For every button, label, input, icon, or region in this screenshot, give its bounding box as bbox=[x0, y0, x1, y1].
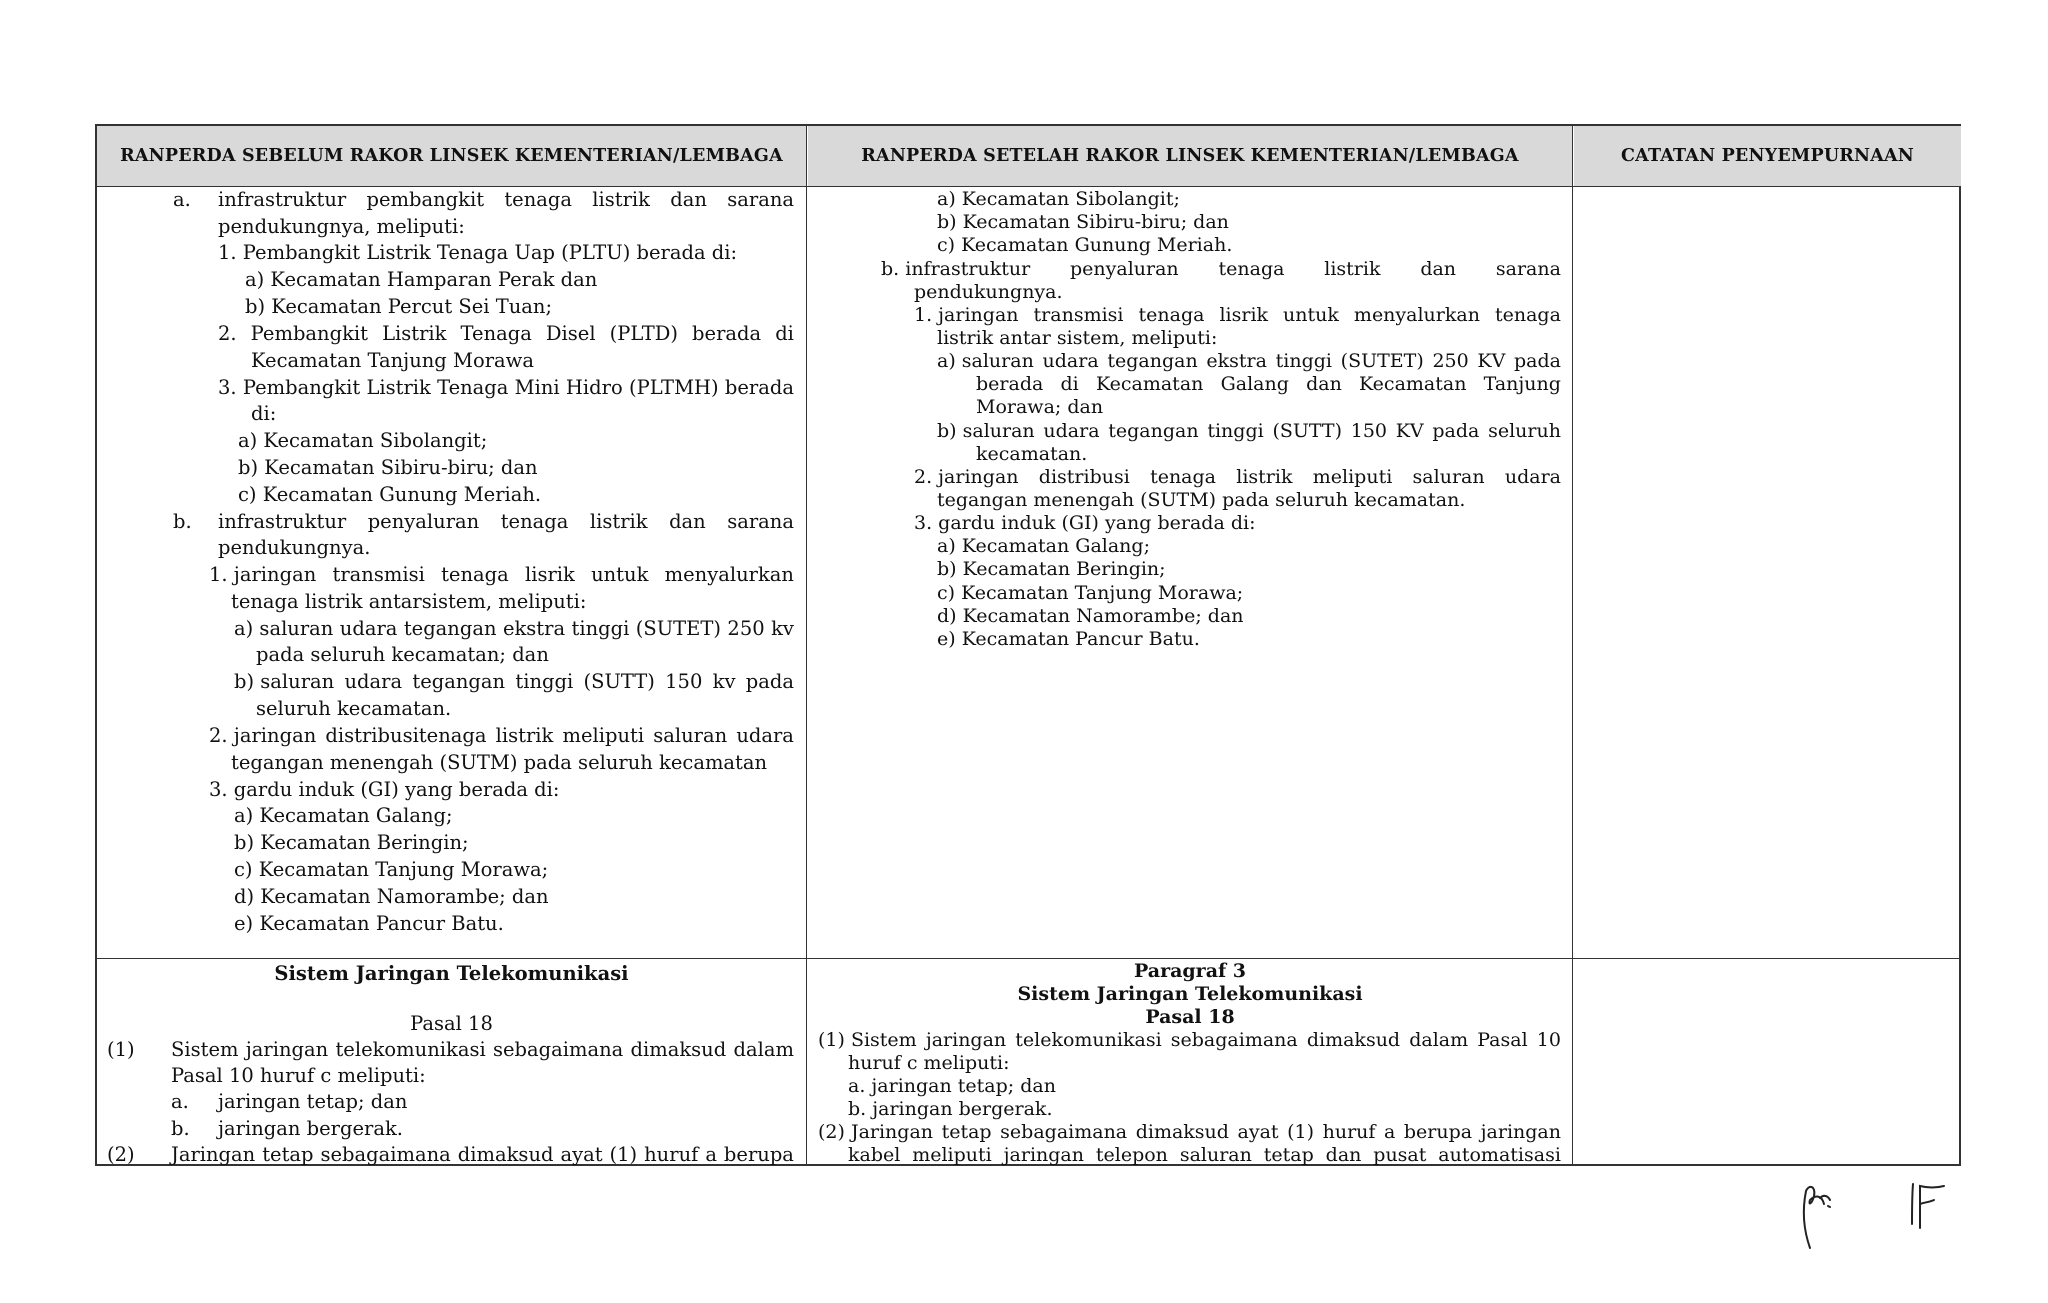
word: (SUTET) bbox=[635, 617, 722, 640]
word: sarana bbox=[1495, 258, 1561, 280]
list-item: jaringan tetap; dan bbox=[218, 1090, 408, 1113]
item-marker: a. bbox=[173, 188, 191, 211]
word: transmisi bbox=[1033, 304, 1124, 326]
word: 1. jaringan bbox=[209, 563, 317, 586]
word: listrik bbox=[1236, 466, 1293, 488]
word: 150 bbox=[665, 670, 703, 693]
word: Pembangkit bbox=[250, 322, 368, 345]
word: Galang bbox=[1220, 373, 1289, 395]
word: dan bbox=[1325, 1144, 1362, 1166]
word: berupa bbox=[723, 1143, 794, 1166]
section-heading: Sistem Jaringan Telekomunikasi bbox=[1017, 983, 1363, 1005]
item-marker: (1) bbox=[107, 1038, 135, 1061]
word: dimaksud bbox=[630, 1038, 727, 1061]
word: tinggi bbox=[1275, 350, 1332, 372]
word: ekstra bbox=[502, 617, 566, 640]
word: udara bbox=[344, 670, 403, 693]
list-item: 1. Pembangkit Listrik Tenaga Uap (PLTU) berada di: bbox=[218, 241, 738, 264]
article-title: Pasal 18 bbox=[1145, 1006, 1235, 1028]
word: saluran bbox=[653, 724, 728, 747]
word: 150 bbox=[1350, 420, 1387, 442]
word: udara bbox=[339, 617, 398, 640]
word: saluran bbox=[1179, 1144, 1252, 1166]
word: udara bbox=[736, 724, 794, 747]
text-line bbox=[818, 1121, 1561, 1144]
word: penyaluran bbox=[367, 510, 480, 533]
word: tegangan bbox=[1107, 350, 1198, 372]
list-item: a) Kecamatan Sibolangit; bbox=[238, 429, 488, 452]
word: Pasal bbox=[1477, 1029, 1528, 1051]
word: kv bbox=[771, 617, 794, 640]
word: tinggi bbox=[1207, 420, 1264, 442]
word: sebagaimana bbox=[492, 1038, 624, 1061]
word: Listrik bbox=[382, 322, 447, 345]
word: pada bbox=[1432, 420, 1480, 442]
word: tenaga bbox=[500, 510, 569, 533]
word: tetap bbox=[262, 1143, 314, 1166]
word: untuk bbox=[1283, 304, 1339, 326]
section-heading: Sistem Jaringan Telekomunikasi bbox=[274, 962, 629, 985]
column-divider bbox=[806, 126, 807, 1164]
list-item: c) Kecamatan Gunung Meriah. bbox=[937, 234, 1233, 256]
word: listrik bbox=[592, 188, 650, 211]
word: dalam bbox=[733, 1038, 794, 1061]
word: Disel bbox=[545, 322, 596, 345]
word: (PLTMH) bbox=[628, 376, 719, 399]
word: Kecamatan bbox=[1095, 373, 1204, 395]
word: jaringan bbox=[1480, 1121, 1561, 1143]
paragraph-title: Paragraf 3 bbox=[1133, 960, 1247, 982]
word: berupa bbox=[1403, 1121, 1473, 1143]
word: ayat bbox=[560, 1143, 603, 1166]
word: tetap bbox=[941, 1121, 992, 1143]
word: Mini bbox=[514, 376, 560, 399]
word: a bbox=[1383, 1121, 1396, 1143]
text-line: tegangan menengah (SUTM) pada seluruh kecamatan. bbox=[937, 489, 1466, 511]
word: tenaga bbox=[1494, 304, 1561, 326]
word: Sistem bbox=[171, 1038, 239, 1061]
list-item bbox=[881, 258, 1561, 281]
word: 2. bbox=[218, 322, 237, 345]
word: sarana bbox=[727, 510, 794, 533]
list-item: d) Kecamatan Namorambe; dan bbox=[234, 885, 549, 908]
text-line: di: bbox=[251, 402, 277, 425]
list-item: a) Kecamatan Galang; bbox=[937, 535, 1150, 557]
word: udara bbox=[1504, 466, 1561, 488]
word: 2. jaringan bbox=[209, 724, 317, 747]
word: dimaksud bbox=[1135, 1121, 1229, 1143]
word: Tenaga bbox=[437, 376, 509, 399]
word: sebagaimana bbox=[320, 1143, 451, 1166]
word: Pembangkit bbox=[242, 376, 361, 399]
list-item: a) Kecamatan Sibolangit; bbox=[937, 188, 1180, 210]
word: jaringan bbox=[245, 1038, 329, 1061]
text-line: Kecamatan Tanjung Morawa bbox=[251, 349, 534, 372]
word: b) saluran bbox=[234, 670, 335, 693]
item-marker: a. bbox=[171, 1090, 189, 1113]
list-item: b. jaringan bergerak. bbox=[848, 1098, 1053, 1120]
word: dan bbox=[670, 188, 707, 211]
word: kabel bbox=[848, 1144, 901, 1166]
list-item: c) Kecamatan Tanjung Morawa; bbox=[937, 582, 1244, 604]
word: automatisasi bbox=[1438, 1144, 1561, 1166]
word: meliputi bbox=[562, 724, 645, 747]
word: tenaga bbox=[1150, 466, 1216, 488]
list-item: e) Kecamatan Pancur Batu. bbox=[234, 912, 504, 935]
word: sebagaimana bbox=[1170, 1029, 1298, 1051]
word: berada bbox=[692, 322, 762, 345]
word: telepon bbox=[1095, 1144, 1168, 1166]
word: (1) bbox=[609, 1143, 638, 1166]
text-line bbox=[218, 188, 794, 212]
row2-before-cell bbox=[97, 960, 806, 1166]
header-notes-label: CATATAN PENYEMPURNAAN bbox=[1621, 146, 1914, 166]
list-item: b) Kecamatan Percut Sei Tuan; bbox=[245, 295, 553, 318]
word: pembangkit bbox=[366, 188, 485, 211]
word: a) saluran bbox=[234, 617, 334, 640]
header-after-label: RANPERDA SETELAH RAKOR LINSEK KEMENTERIAN/LEMBAGA bbox=[861, 146, 1519, 166]
word: tenaga bbox=[441, 563, 509, 586]
word: infrastruktur bbox=[218, 188, 347, 211]
column-divider bbox=[1572, 126, 1573, 1164]
text-line: Pasal 10 huruf c meliputi: bbox=[171, 1064, 426, 1087]
list-item: a. jaringan tetap; dan bbox=[848, 1075, 1056, 1097]
text-line bbox=[976, 373, 1561, 396]
word: tenaga bbox=[504, 188, 573, 211]
article-title: Pasal 18 bbox=[410, 1012, 493, 1035]
word: Tenaga bbox=[460, 322, 532, 345]
text-line bbox=[848, 1144, 1561, 1166]
word: tetap bbox=[1263, 1144, 1314, 1166]
word: b) saluran bbox=[937, 420, 1035, 442]
word: 250 bbox=[727, 617, 765, 640]
list-item bbox=[209, 563, 794, 587]
list-item: jaringan bergerak. bbox=[218, 1117, 403, 1140]
text-line: tenaga listrik antarsistem, meliputi: bbox=[231, 590, 587, 613]
word: di bbox=[1060, 373, 1079, 395]
list-item bbox=[234, 670, 794, 694]
word: 2. jaringan bbox=[914, 466, 1019, 488]
word: telekomunikasi bbox=[1015, 1029, 1162, 1051]
word: lisrik bbox=[1219, 304, 1269, 326]
list-item: 3. gardu induk (GI) yang berada di: bbox=[914, 512, 1256, 534]
row1-before-cell bbox=[97, 188, 806, 958]
word: pada bbox=[1514, 350, 1561, 372]
word: Tanjung bbox=[1483, 373, 1561, 395]
word: menyalurkan bbox=[1353, 304, 1480, 326]
word: tegangan bbox=[412, 670, 506, 693]
word: 250 bbox=[1432, 350, 1469, 372]
word: 10 bbox=[1536, 1029, 1561, 1051]
word: (SUTT) bbox=[1272, 420, 1342, 442]
list-item: d) Kecamatan Namorambe; dan bbox=[937, 605, 1244, 627]
word: ekstra bbox=[1206, 350, 1267, 372]
text-line: pendukungnya. bbox=[218, 536, 371, 559]
word: seluruh bbox=[1488, 420, 1561, 442]
word: (SUTET) bbox=[1340, 350, 1424, 372]
list-item bbox=[218, 376, 794, 400]
text-line bbox=[818, 1029, 1561, 1052]
word: listrik bbox=[1324, 258, 1381, 280]
word: huruf bbox=[1322, 1121, 1376, 1143]
text-line: tegangan menengah (SUTM) pada seluruh kecamatan bbox=[231, 751, 768, 774]
text-line bbox=[218, 510, 794, 534]
word: saluran bbox=[1412, 466, 1485, 488]
word: (2) Jaringan bbox=[818, 1121, 934, 1143]
list-item: c) Kecamatan Tanjung Morawa; bbox=[234, 858, 549, 881]
word: berada bbox=[976, 373, 1044, 395]
list-item: b) Kecamatan Sibiru-biru; dan bbox=[937, 211, 1229, 233]
word: tegangan bbox=[403, 617, 497, 640]
text-line: Morawa; dan bbox=[976, 396, 1104, 418]
word: Jaringan bbox=[171, 1143, 256, 1166]
list-item: c) Kecamatan Gunung Meriah. bbox=[238, 483, 542, 506]
word: transmisi bbox=[332, 563, 425, 586]
comparison-table bbox=[95, 124, 1961, 1166]
word: distribusitenaga bbox=[325, 724, 487, 747]
header-notes bbox=[1574, 126, 1961, 186]
list-item: 3. gardu induk (GI) yang berada di: bbox=[209, 778, 560, 801]
word: (PLTD) bbox=[609, 322, 678, 345]
list-item bbox=[937, 420, 1561, 443]
word: penyaluran bbox=[1070, 258, 1179, 280]
header-after bbox=[808, 126, 1572, 186]
handwritten-initial bbox=[1796, 1176, 1856, 1256]
word: dan bbox=[1306, 373, 1342, 395]
row-divider bbox=[97, 186, 1959, 187]
word: telekomunikasi bbox=[335, 1038, 486, 1061]
list-item bbox=[234, 617, 794, 641]
list-item bbox=[914, 304, 1561, 327]
word: KV bbox=[1395, 420, 1424, 442]
word: pada bbox=[745, 670, 794, 693]
item-marker: b. bbox=[173, 510, 192, 533]
word: jaringan bbox=[925, 1029, 1007, 1051]
word: KV bbox=[1477, 350, 1506, 372]
word: Hidro bbox=[565, 376, 623, 399]
list-item bbox=[914, 466, 1561, 489]
word: (1) bbox=[1287, 1121, 1315, 1143]
list-item: a) Kecamatan Hamparan Perak dan bbox=[245, 268, 598, 291]
word: distribusi bbox=[1038, 466, 1130, 488]
word: tinggi bbox=[571, 617, 630, 640]
word: Kecamatan bbox=[1359, 373, 1467, 395]
row2-after-cell bbox=[808, 960, 1572, 1166]
text-line bbox=[171, 1143, 794, 1166]
text-line: huruf c meliputi: bbox=[848, 1052, 1010, 1074]
word: huruf bbox=[644, 1143, 699, 1166]
word: udara bbox=[1042, 350, 1099, 372]
list-item: a) Kecamatan Galang; bbox=[234, 804, 453, 827]
list-item bbox=[937, 350, 1561, 373]
text-line bbox=[171, 1038, 794, 1062]
header-before-label: RANPERDA SEBELUM RAKOR LINSEK KEMENTERIAN/LEMBAGA bbox=[120, 146, 783, 166]
word: di bbox=[775, 322, 794, 345]
word: Listrik bbox=[366, 376, 431, 399]
word: dalam bbox=[1409, 1029, 1469, 1051]
list-item: b) Kecamatan Beringin; bbox=[937, 558, 1166, 580]
list-item: e) Kecamatan Pancur Batu. bbox=[937, 628, 1200, 650]
word: pusat bbox=[1373, 1144, 1427, 1166]
word: kv bbox=[712, 670, 736, 693]
word: tenaga bbox=[1138, 304, 1205, 326]
word: 1. jaringan bbox=[914, 304, 1019, 326]
word: sebagaimana bbox=[1000, 1121, 1128, 1143]
word: dan bbox=[1420, 258, 1457, 280]
text-line: seluruh kecamatan. bbox=[256, 697, 452, 720]
header-before bbox=[97, 126, 806, 186]
word: (SUTT) bbox=[583, 670, 655, 693]
word: berada bbox=[724, 376, 794, 399]
row2-notes-cell bbox=[1574, 960, 1961, 1166]
word: udara bbox=[1043, 420, 1100, 442]
item-marker: b. bbox=[171, 1117, 190, 1140]
text-line: listrik antar sistem, meliputi: bbox=[937, 327, 1218, 349]
word: untuk bbox=[591, 563, 649, 586]
word: meliputi bbox=[912, 1144, 992, 1166]
word: ayat bbox=[1237, 1121, 1279, 1143]
row-divider bbox=[97, 958, 1959, 959]
row1-after-cell bbox=[808, 188, 1572, 958]
handwritten-initial bbox=[1904, 1176, 1964, 1236]
list-item bbox=[218, 322, 794, 346]
word: b. infrastruktur bbox=[881, 258, 1031, 280]
word: 3. bbox=[218, 376, 237, 399]
word: jaringan bbox=[1003, 1144, 1084, 1166]
word: meliputi bbox=[1312, 466, 1393, 488]
list-item: b) Kecamatan Beringin; bbox=[234, 831, 469, 854]
word: tinggi bbox=[515, 670, 574, 693]
list-item: b) Kecamatan Sibiru-biru; dan bbox=[238, 456, 538, 479]
word: dan bbox=[669, 510, 706, 533]
word: listrik bbox=[495, 724, 554, 747]
word: dimaksud bbox=[457, 1143, 554, 1166]
text-line: pendukungnya. bbox=[914, 281, 1063, 303]
row1-notes-cell bbox=[1574, 188, 1961, 958]
text-line: kecamatan. bbox=[976, 443, 1088, 465]
word: tenaga bbox=[1218, 258, 1285, 280]
word: listrik bbox=[589, 510, 648, 533]
list-item bbox=[209, 724, 794, 748]
text-line: pada seluruh kecamatan; dan bbox=[256, 643, 549, 666]
word: lisrik bbox=[524, 563, 575, 586]
word: a bbox=[705, 1143, 717, 1166]
word: sarana bbox=[727, 188, 794, 211]
text-line: pendukungnya, meliputi: bbox=[218, 215, 465, 238]
word: infrastruktur bbox=[218, 510, 347, 533]
word: menyalurkan bbox=[664, 563, 794, 586]
word: (1) Sistem bbox=[818, 1029, 917, 1051]
item-marker: (2) bbox=[107, 1143, 135, 1166]
word: tegangan bbox=[1108, 420, 1199, 442]
word: a) saluran bbox=[937, 350, 1034, 372]
word: dimaksud bbox=[1306, 1029, 1401, 1051]
